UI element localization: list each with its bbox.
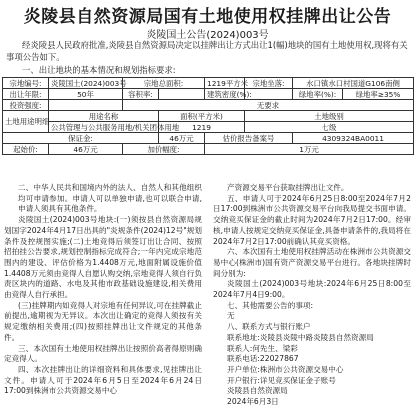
use-name-header: 用途名称 xyxy=(49,111,159,122)
land-level-header: 土地级别 xyxy=(245,111,414,122)
paragraph: 七、其他需要公告的事项: xyxy=(227,300,314,310)
notice-title: 炎陵县自然资源局国有土地使用权挂牌出让公告 xyxy=(23,7,392,27)
plot-ratio xyxy=(159,89,205,100)
increment-label: 加价幅度: xyxy=(123,144,205,155)
green-ratio-label: 绿地率(%): xyxy=(293,89,343,100)
density-label: 建筑密度(%): xyxy=(205,89,245,100)
paragraph: 联系人:何先生、梁彩 xyxy=(227,343,298,353)
investment-label: 投资强度: xyxy=(3,100,49,111)
term-label: 出让年限: xyxy=(3,89,49,100)
document-number: 炎陵国土公告(2024)003号 xyxy=(146,30,269,41)
green-ratio: 绿地率≥35% xyxy=(343,89,414,100)
deposit-label: 保证金: xyxy=(3,133,159,144)
deposit: 46万元 xyxy=(159,133,205,144)
section-1-heading: 一、出让地块的基本情况和规划指标要求: xyxy=(22,65,176,75)
land-level: 七级 xyxy=(245,122,414,133)
right-column xyxy=(213,183,411,408)
appraisal-number: 4309324BA0011 xyxy=(293,133,414,144)
table-row xyxy=(3,111,414,122)
investment-note: 无要求 xyxy=(123,100,414,111)
paragraph: 开户银行:详见竞买保证金子账号 xyxy=(227,375,336,385)
paragraph: 开户单位:株洲市公共资源交易中心 xyxy=(227,364,344,374)
paragraph: 五、申请人可于2024年6月25日8:00至2024年7月2日17:00到株洲市公共资源交易平台向我局提交书面申请。交纳竞买保证金的截止时间为2024年7月2日17:00。经审核,申请人按规定交纳竞买保证金,具备申请条件的,我局将在2024年7月2日17:00前确认其竞买资格。 xyxy=(213,193,411,246)
paragraph: 三、本次国有土地使用权挂牌出让按照价高者得原则确定竞得人。 xyxy=(4,343,202,364)
plot-ratio-label: 容积率: xyxy=(123,89,159,100)
left-column xyxy=(4,183,202,397)
table-row xyxy=(3,78,414,89)
paragraph: 二、中华人民共和国境内外的法人、自然人和其他组织均可申请参加。申请人可以单独申请,也可以联合申请,申请人须具有其他条件。 xyxy=(18,183,202,214)
location: 水口镇水口村国道G106南侧 xyxy=(293,78,414,89)
signature: 炎陵县自然资源局 xyxy=(227,386,288,396)
table-row xyxy=(3,89,414,100)
table-row xyxy=(3,133,414,144)
location-label: 宗地坐落: xyxy=(245,78,293,89)
start-price: 46万元 xyxy=(49,144,123,155)
paragraph: 联系电话:22027867 xyxy=(227,354,299,364)
land-use-label: 土地用途明细 xyxy=(3,111,49,133)
table-row xyxy=(3,144,414,155)
intro-text: 经炎陵县人民政府批准,炎陵县自然资源局决定以挂牌出让方式出让1(幅)地块的国有土地使用权,现将有关事项公告如下。 xyxy=(6,40,408,62)
term: 50年 xyxy=(49,89,123,100)
paragraph: 炎陵国土(2024)003号地块:(一)须按县自然资源局规划国字2024年4月17日出具的"炎规条件(2024)12号"规划条件及控规图实施;(二)土地竞得后须签订出让合同、按照招拍挂公告要求,规划控制指标完成符合;一年内完成宗地范围内的建设、评估价格为1.4408万元,地面附属设施价值1.4408万元须由竞得人自愿认购交纳,宗地竞得人须自行负责区块内的道路、水电及其他市政基础设施建设,相关费用由竞得人自行承担。 xyxy=(4,215,202,300)
paragraph: 炎陵国土(2024)003号地块:2024年6月25日8:00至2024年7月4日9:00。 xyxy=(213,279,411,300)
increment: 1万元 xyxy=(205,144,414,155)
paragraph: 六、本次国有土地使用权挂牌活动在株洲市公共资源交易中心(株洲市)国有资产资源交易平台进行。各地块挂牌时间分别为: xyxy=(213,247,411,278)
use-area: 1219 xyxy=(159,122,245,133)
total-area: 1219平方米 xyxy=(205,78,245,89)
paragraph: 八、联系方式与银行账户 xyxy=(227,322,311,332)
use-name: 公共管理与公共服务用地/机关团体用地 xyxy=(49,122,159,133)
appraisal-label: 估价报告备案号 xyxy=(205,133,293,144)
intro-paragraph xyxy=(6,40,410,63)
parcel-no-label: 宗地编号: xyxy=(3,78,49,89)
paragraph: 联系地址:炎陵县炎陵中路炎陵县自然资源局 xyxy=(227,332,374,342)
parcel-no: 炎陵国土(2024)003号 xyxy=(49,78,123,89)
paragraph: 四、本次挂牌出让的详细资料和具体要求,见挂牌出让文件。申请人可于2024年6月5日至2024年6月24日17:00到株洲市公共资源交易中心 xyxy=(4,364,202,396)
paragraph: (三)挂牌期内如竞得人对宗地有任何异议,可在挂牌截止前提出,逾期视为无异议。本次出让确定的竞得人须按有关规定缴纳相关费用;(四)按照挂牌出让文件规定的其他条件。 xyxy=(4,300,202,342)
parcel-info-table xyxy=(2,77,414,155)
start-price-label: 起始价: xyxy=(3,144,49,155)
table-row xyxy=(3,122,414,133)
table-row xyxy=(3,100,414,111)
investment xyxy=(49,100,123,111)
use-area-header: 面积(平方米) xyxy=(159,111,245,122)
total-area-label: 宗地总面积: xyxy=(123,78,205,89)
date: 2024年6月3日 xyxy=(227,397,279,407)
paragraph: 产资源交易平台获取挂牌出让文件。 xyxy=(227,183,349,192)
paragraph: 无 xyxy=(227,311,235,321)
